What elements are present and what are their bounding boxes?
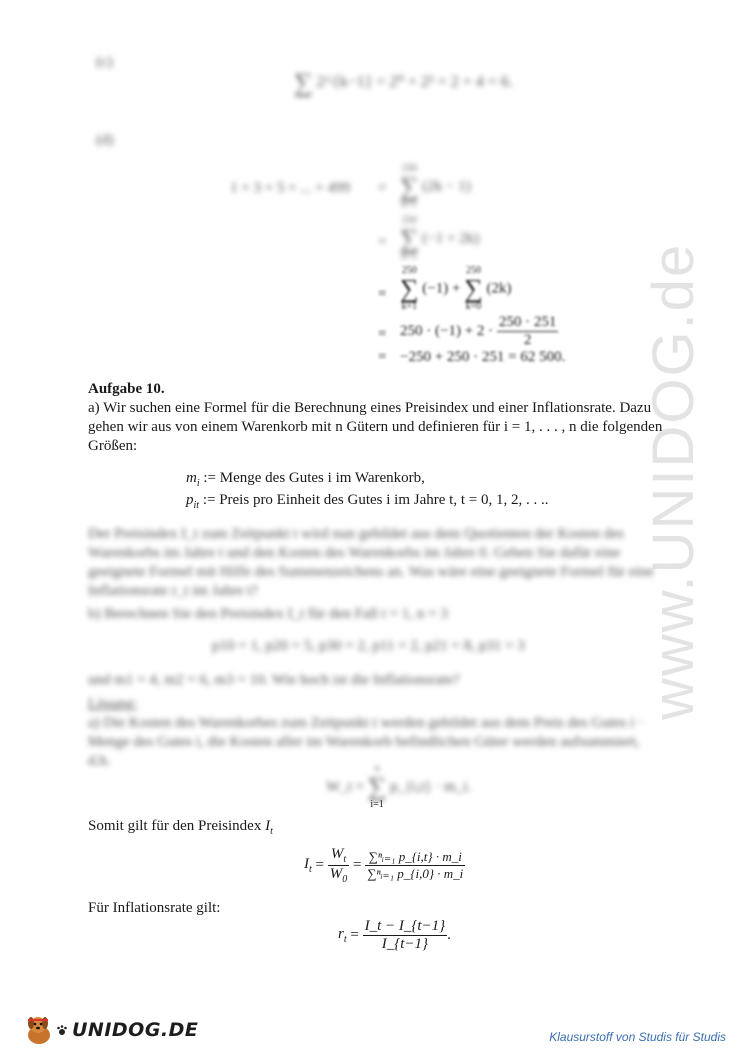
task-intro-line-2: gehen wir aus von einem Warenkorb mit n Gütern und definieren für i = 1, . . . , n die folgenden bbox=[88, 419, 663, 435]
footer-tagline: Klausurstoff von Studis für Studis bbox=[549, 1030, 726, 1044]
blurred-solution-line-3: d.h. bbox=[88, 753, 111, 769]
task-title: Aufgabe 10. bbox=[88, 381, 165, 397]
blurred-solution-line-2: Menge des Gutes i, die Kosten aller im Warenkorb befindlichen Güter werden aufsummiert, bbox=[88, 734, 640, 750]
derivation-row-1-rhs: 250 ∑ k=1 (2k − 1) bbox=[400, 163, 471, 210]
blurred-solution-label: Lösung: bbox=[88, 696, 138, 712]
derivation-row-2-rhs: 250 ∑ k=1 (−1 + 2k) bbox=[400, 215, 480, 262]
definition-p: $p_{it}$ := Preis pro Einheit des Gutes i im Jahre t, t = 0, 1, 2, . . .. bbox=[186, 492, 549, 511]
derivation-row-4-eq: = bbox=[378, 326, 387, 342]
derivation-row-5-eq: = bbox=[378, 349, 387, 365]
derivation-row-4: 250 · (−1) + 2 · $\frac{250 \cdot 251}{2}$ bbox=[400, 314, 557, 348]
blurred-para-line-4: Inflationsrate r_t im Jahre t? bbox=[88, 583, 258, 599]
label-d: (d) bbox=[96, 132, 114, 148]
blurred-part-b-line-1: b) Berechnen Sie den Preisindex I_t für den Fall t = 1, n = 3 bbox=[88, 606, 448, 622]
derivation-row-5: −250 + 250 · 251 = 62 500. bbox=[400, 349, 566, 365]
equation-c: ∑ 2^{k−1} = 2⁰ + 2² = 2 + 4 = 6. bbox=[294, 68, 513, 97]
inflation-label: Für Inflationsrate gilt: bbox=[88, 900, 221, 916]
derivation-row-3: 250 ∑ k=1 (−1) + 250 ∑ k=0 (2k) bbox=[400, 265, 512, 312]
watermark: www.UNIDOG.de bbox=[641, 242, 706, 720]
sum-symbol: ∑ bbox=[294, 68, 313, 97]
cost-formula: W_t = n ∑ i=1 p_{i,t} · m_i. bbox=[326, 763, 472, 810]
blurred-para-line-3: geeignete Formel mit Hilfe des Summenzeichens an. Was wäre eine geeignete Formel für eine bbox=[88, 564, 654, 580]
derivation-row-3-eq: = bbox=[378, 286, 387, 302]
blurred-para-line-2: Warenkorbs im Jahre t und den Kosten des Warenkorbs im Jahre 0. Geben Sie dafür eine bbox=[88, 545, 621, 561]
logo-text: UNIDOG.DE bbox=[72, 1019, 199, 1041]
inflation-formula: $r_t$ = $\frac{I\_t - I\_\{t-1\}}{I\_\{t-1\}}$ . bbox=[338, 918, 451, 952]
derivation-row-2-eq: = bbox=[378, 234, 387, 250]
blurred-part-b-line-3: und m1 = 4, m2 = 6, m3 = 10. Wie hoch ist die Inflationsrate? bbox=[88, 672, 460, 688]
derivation-row-1-lhs: 1 + 3 + 5 + ... + 499 bbox=[230, 180, 351, 196]
definition-m: $m_i$ := Menge des Gutes i im Warenkorb, bbox=[186, 470, 425, 489]
price-index-formula: $I_t$ = $\frac{W_t}{W_0}$ = $\frac{\text{∑ⁿᵢ₌₁ p\_\{i,t\} · m\_i}}{\text{∑ⁿᵢ₌₁ p\_\{i,0\} · m\_i}}$ bbox=[304, 846, 464, 885]
blurred-solution-line-1: a) Die Kosten des Warenkorbes zum Zeitpunkt t werden gebildet aus dem Preis des Gutes i · bbox=[88, 715, 644, 731]
dog-mascot-icon bbox=[22, 1013, 56, 1047]
blurred-para-line-1: Der Preisindex I_t zum Zeitpunkt t wird nun gebildet aus dem Quotienten der Kosten des bbox=[88, 526, 624, 542]
task-intro-line-1: a) Wir suchen eine Formel für die Berechnung eines Preisindex und einer Inflationsrate. Dazu bbox=[88, 400, 652, 416]
derivation-row-1-eq: = bbox=[378, 180, 387, 196]
label-c: (c) bbox=[96, 54, 113, 70]
solution-text-somit: Somit gilt für den Preisindex $I_t$ bbox=[88, 818, 273, 837]
paw-icon bbox=[56, 1024, 68, 1036]
unidog-logo bbox=[22, 1012, 198, 1048]
blurred-part-b-values: p10 = 1, p20 = 5, p30 = 2, p11 = 2, p21 = 8, p31 = 3 bbox=[212, 638, 525, 654]
task-intro-line-3: Größen: bbox=[88, 438, 138, 454]
